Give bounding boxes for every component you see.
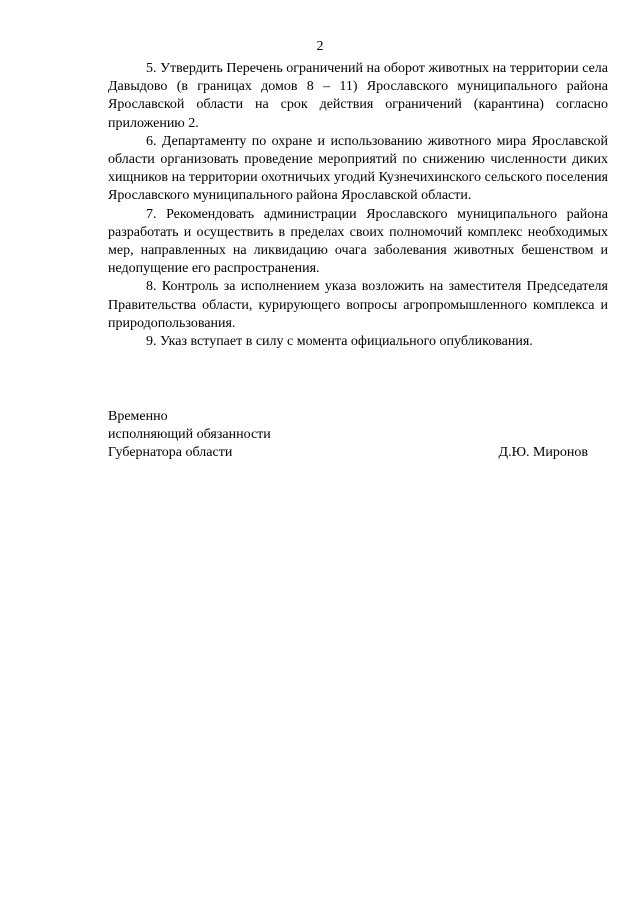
paragraph-5: 5. Утвердить Перечень ограничений на оборот животных на территории села Давыдово (в границах домов 8 – 11) Ярославского муниципального района Ярославской области на срок действия ограничений (карантина) согласно приложению 2.	[108, 61, 608, 131]
page-number: 2	[316, 39, 324, 54]
paragraph-7: 7. Рекомендовать администрации Ярославского муниципального района разработать и осуществить в пределах своих полномочий комплекс необходимых мер, направленных на ликвидацию очага заболевания животных бешенством и недопущение его распространения.	[108, 206, 608, 277]
paragraph-6: 6. Департаменту по охране и использованию животного мира Ярославской области организовать проведение мероприятий по снижению численности диких хищников на территории охотничьих угодий Кузнечихинского сельского поселения Ярославского муниципального района Ярославской области.	[108, 133, 608, 204]
signatory-name: Д.Ю. Миронов	[498, 445, 588, 461]
signature-block	[108, 408, 588, 463]
signature-title-line-3: Губернатора области	[108, 445, 233, 461]
signature-title-row	[108, 444, 588, 462]
signature-title-line-1: Временно	[108, 409, 168, 424]
signature-title-line-2: исполняющий обязанности	[108, 427, 271, 443]
paragraph-9: 9. Указ вступает в силу с момента официального опубликования.	[146, 334, 533, 350]
decree-body	[108, 60, 608, 351]
paragraph-8: 8. Контроль за исполнением указа возложить на заместителя Председателя Правительства области, курирующего вопросы агропромышленного комплекса и природопользования.	[108, 279, 608, 331]
